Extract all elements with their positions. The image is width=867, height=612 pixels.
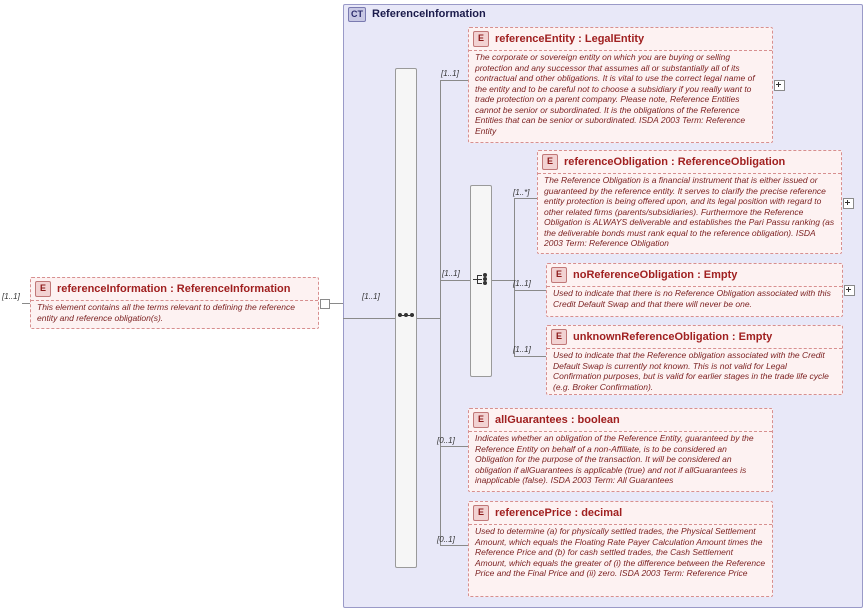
element-doc-reference-entity: The corporate or sovereign entity on which you are buying or selling protection and any successor that assumes all or substantially all of its contractual and other obligations. It is vital to use the correct legal name of the entity and to be careful not to choose a subsidiary if you really want to trade protection on a parent company. Please note, Reference Entities cannot be senior or subordinated. It is the obligations of the Reference Entities that can be senior or subordinated. ISDA 2003 Term: Reference Entity [469,50,772,141]
element-box-all-guarantees[interactable] [468,408,773,492]
branch-line-unknown-reference-obligation [514,356,546,357]
choice-icon [473,274,489,286]
element-header-reference-obligation [538,151,841,172]
element-doc-reference-obligation: The Reference Obligation is a financial instrument that is either issued or guaranteed by the reference entity. It serves to clarify the precise reference entity protection is being offered upon, and its legal position with regard to other related firms (parents/subsidiaries). Furthermore the Reference Obligation is ALWAYS deliverable and establishes the Pari Passu ranking (as the deliverable bonds must rank equal to the reference obligation). ISDA 2003 Term: Reference Obligation [538,173,841,254]
element-box-reference-price[interactable] [468,501,773,597]
element-doc-reference-price: Used to determine (a) for physically settled trades, the Physical Settlement Amount, which equals the Floating Rate Payer Calculation Amount times the Reference Price and (b) for cash settled trades, the Cash Settlement Amount, which equals the greater of (i) the difference between the Reference Price and the Final Price and (ii) zero. ISDA 2003 Term: Reference Price [469,524,772,584]
cardinality-unknown-reference-obligation: [1..1] [513,345,531,354]
element-header-reference-entity [469,28,772,49]
sequence-trunk-stub [417,318,440,319]
element-name-all-guarantees: allGuarantees : boolean [495,414,620,426]
element-badge-icon: E [473,505,489,521]
element-box-unknown-reference-obligation[interactable] [546,325,843,395]
element-box-reference-entity[interactable] [468,27,773,143]
element-name-unknown-reference-obligation: unknownReferenceObligation : Empty [573,331,773,343]
branch-line-choice [440,280,470,281]
cardinality-all-guarantees: [0..1] [437,436,455,445]
complex-type-title: ReferenceInformation [372,8,486,20]
element-box-reference-obligation[interactable] [537,150,842,254]
element-name-reference-entity: referenceEntity : LegalEntity [495,33,645,45]
root-element-doc: This element contains all the terms relevant to defining the reference entity and reference obligation(s). [31,300,318,328]
branch-line-reference-price [440,545,468,546]
branch-line-reference-obligation [514,198,537,199]
element-badge-icon: E [542,154,558,170]
branch-line-no-reference-obligation [514,290,546,291]
element-badge-icon: E [551,267,567,283]
root-left-connector [22,303,30,304]
cardinality-reference-price: [0..1] [437,535,455,544]
branch-line-reference-entity [440,80,468,81]
cardinality-reference-entity: [1..1] [441,69,459,78]
element-header-unknown-reference-obligation [547,326,842,347]
root-element-box[interactable] [30,277,319,329]
element-header-all-guarantees [469,409,772,430]
element-header-no-reference-obligation [547,264,842,285]
root-right-stub[interactable] [320,299,330,309]
element-badge-icon: E [35,281,51,297]
cardinality-reference-obligation: [1..*] [513,188,530,197]
element-badge-icon: E [473,31,489,47]
element-box-no-reference-obligation[interactable] [546,263,843,317]
cardinality-no-reference-obligation: [1..1] [513,279,531,288]
root-cardinality-left: [1..1] [2,292,20,301]
complex-type-badge: CT [348,7,366,22]
sequence-icon [398,311,414,321]
element-badge-icon: E [551,329,567,345]
outer-sequence-cardinality: [1..1] [362,292,380,301]
root-element-name: referenceInformation : ReferenceInformation [57,283,291,295]
root-element-header [31,278,318,299]
sequence-left-connector [343,318,395,319]
expand-icon-reference-obligation[interactable] [843,198,854,209]
element-header-reference-price [469,502,772,523]
element-name-no-reference-obligation: noReferenceObligation : Empty [573,269,738,281]
element-doc-all-guarantees: Indicates whether an obligation of the Reference Entity, guaranteed by the Reference Entity on behalf of a non-Affiliate, is to be considered an Obligation for the purpose of the transaction. It will be considered an obligation if allGuarantees is applicable (true) and not if allGuarantees is inapplicable (false). ISDA 2003 Term: All Guarantees [469,431,772,491]
element-doc-unknown-reference-obligation: Used to indicate that the Reference obligation associated with the Credit Default Swap is currently not known. This is not valid for Legal Confirmation purposes, but is valid for earlier stages in the trade life cycle (e.g. Broker Confirmation). [547,348,842,397]
expand-icon-reference-entity[interactable] [774,80,785,91]
sequence-trunk-line [440,80,441,545]
choice-trunk-stub [492,280,514,281]
element-badge-icon: E [473,412,489,428]
expand-icon-no-reference-obligation[interactable] [844,285,855,296]
element-name-reference-price: referencePrice : decimal [495,507,623,519]
element-name-reference-obligation: referenceObligation : ReferenceObligation [564,156,786,168]
root-right-connector [329,303,343,304]
branch-line-all-guarantees [440,446,468,447]
element-doc-no-reference-obligation: Used to indicate that there is no Reference Obligation associated with this Credit Default Swap and that there will never be one. [547,286,842,314]
cardinality-choice: [1..1] [442,269,460,278]
choice-trunk-line [514,198,515,356]
